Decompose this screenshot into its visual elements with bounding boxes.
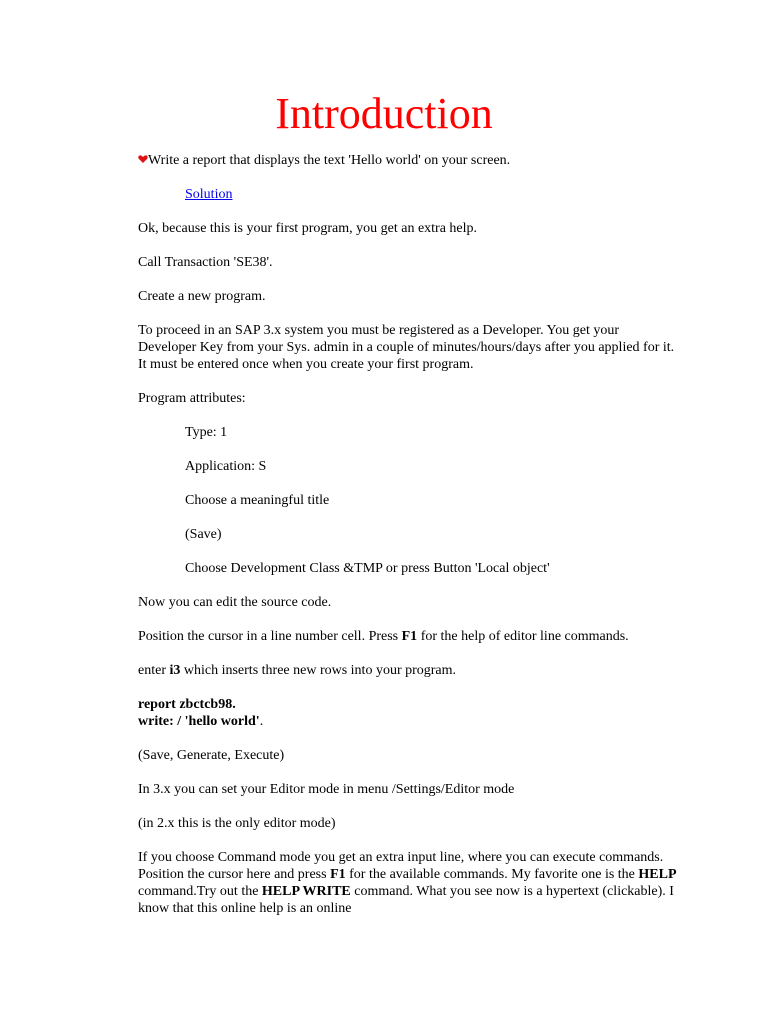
command-help: HELP — [638, 867, 677, 882]
command-i3: i3 — [169, 663, 181, 678]
text-segment: If you choose Command mode you get an extra input line, where you can execute commands. Position the cursor here and press — [138, 850, 664, 882]
code-block — [138, 696, 678, 730]
paragraph-command-mode — [138, 849, 678, 917]
paragraph-developer-key: To proceed in an SAP 3.x system you must be registered as a Developer. You get your Developer Key from your Sys. admin in a couple of minutes/hours/days after you applied for it. It must be entered once when you create your first program. — [138, 323, 675, 372]
heart-bullet-icon — [138, 154, 148, 164]
text-segment: Position the cursor in a line number cell. Press — [138, 629, 402, 644]
code-line-2-text: write: / 'hello world' — [138, 714, 260, 729]
paragraph-editor-mode: In 3.x you can set your Editor mode in menu /Settings/Editor mode — [138, 782, 515, 797]
command-help-write: HELP WRITE — [261, 884, 351, 899]
attribute-application: Application: S — [185, 459, 267, 474]
paragraph-edit-source: Now you can edit the source code. — [138, 595, 332, 610]
attribute-dev-class: Choose Development Class &TMP or press Button 'Local object' — [185, 561, 550, 576]
text-segment: command.Try out the — [138, 884, 262, 899]
solution-line — [138, 186, 678, 203]
task-text: Write a report that displays the text 'Hello world' on your screen. — [148, 153, 511, 168]
attribute-save: (Save) — [185, 527, 222, 542]
paragraph-create-program: Create a new program. — [138, 289, 266, 304]
paragraph-program-attributes: Program attributes: — [138, 391, 246, 406]
text-segment: command. What you see now is a hypertext (clickable). I know that this online help is an online — [138, 884, 674, 916]
page-title: Introduction — [275, 89, 493, 138]
text-segment: which inserts three new rows into your program. — [180, 663, 457, 678]
text-segment: enter — [138, 663, 170, 678]
task-line — [138, 152, 678, 169]
paragraph-extra-help: Ok, because this is your first program, you get an extra help. — [138, 221, 478, 236]
paragraph-save-generate: (Save, Generate, Execute) — [138, 748, 285, 763]
paragraph-insert-rows — [138, 662, 678, 679]
code-line-2 — [138, 713, 678, 730]
text-segment: for the available commands. My favorite one is the — [345, 867, 639, 882]
paragraph-position-cursor — [138, 628, 678, 645]
attribute-type: Type: 1 — [185, 425, 228, 440]
document-body — [138, 152, 678, 934]
text-segment: for the help of editor line commands. — [417, 629, 629, 644]
paragraph-only-editor: (in 2.x this is the only editor mode) — [138, 816, 336, 831]
attribute-title: Choose a meaningful title — [185, 493, 330, 508]
code-line-2-tail: . — [259, 714, 264, 729]
code-line-1: report zbctcb98. — [138, 697, 236, 712]
key-f1: F1 — [401, 629, 418, 644]
solution-link[interactable]: Solution — [185, 187, 233, 202]
key-f1: F1 — [330, 867, 346, 882]
paragraph-call-transaction: Call Transaction 'SE38'. — [138, 255, 273, 270]
